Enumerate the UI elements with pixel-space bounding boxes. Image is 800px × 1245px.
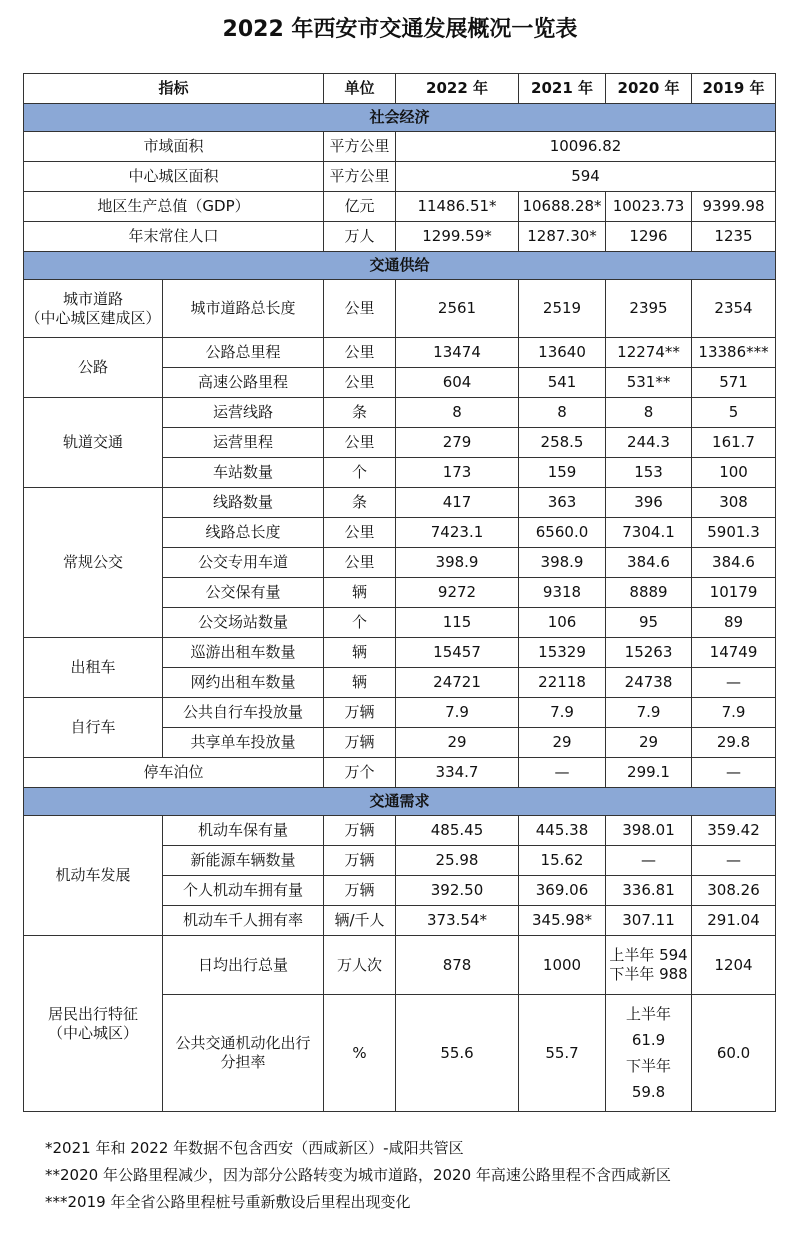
cell-line: 上半年 [626, 1005, 672, 1023]
table-row [24, 698, 776, 728]
row-unit: 万人次 [324, 936, 396, 995]
page-title: 2022 年西安市交通发展概况一览表 [222, 17, 578, 42]
table-row [24, 338, 776, 368]
cell-2021: 6560.0 [519, 518, 606, 548]
row-label: 机动车千人拥有率 [163, 906, 324, 936]
cell-2021: 7.9 [519, 698, 606, 728]
row-unit: 个 [324, 608, 396, 638]
cell-2022: 11486.51* [396, 192, 519, 222]
cell-2020: 7.9 [606, 698, 692, 728]
cell-2022: 398.9 [396, 548, 519, 578]
row-label: 网约出租车数量 [163, 668, 324, 698]
table-row [24, 816, 776, 846]
cell-2021: 9318 [519, 578, 606, 608]
cell-2019: — [692, 668, 776, 698]
row-value: 10096.82 [396, 132, 776, 162]
row-label: 停车泊位 [24, 758, 324, 788]
table-row [24, 638, 776, 668]
footnote: *2021 年和 2022 年数据不包含西安（西咸新区）-咸阳共管区 [45, 1139, 464, 1157]
table-row [24, 488, 776, 518]
cell-2020: 8 [606, 398, 692, 428]
row-unit: 辆 [324, 638, 396, 668]
footnote: **2020 年公路里程减少，因为部分公路转变为城市道路，2020 年高速公路里程不含西咸新区 [45, 1166, 671, 1184]
cell-2021: 369.06 [519, 876, 606, 906]
group-label-line: 城市道路 [62, 289, 123, 308]
cell-2020: 384.6 [606, 548, 692, 578]
cell-2022: 24721 [396, 668, 519, 698]
cell-2020: 244.3 [606, 428, 692, 458]
cell-2019: 9399.98 [692, 192, 776, 222]
row-unit: 万辆 [324, 698, 396, 728]
group-bike: 自行车 [24, 698, 163, 758]
cell-2020: 396 [606, 488, 692, 518]
cell-2021: 15.62 [519, 846, 606, 876]
cell-line: 59.8 [631, 1083, 666, 1101]
cell-line: 上半年 594 [609, 946, 688, 964]
row-label: 地区生产总值（GDP） [24, 192, 324, 222]
cell-2019: — [692, 846, 776, 876]
cell-2022: 7.9 [396, 698, 519, 728]
cell-2019: 29.8 [692, 728, 776, 758]
cell-2021: 10688.28* [519, 192, 606, 222]
cell-2021: 55.7 [519, 995, 606, 1112]
row-unit: 辆 [324, 668, 396, 698]
row-label: 个人机动车拥有量 [163, 876, 324, 906]
cell-2019: 359.42 [692, 816, 776, 846]
row-label: 线路总长度 [163, 518, 324, 548]
cell-2022: 1299.59* [396, 222, 519, 252]
row-label: 中心城区面积 [24, 162, 324, 192]
row-label: 公交专用车道 [163, 548, 324, 578]
section-row [24, 788, 776, 816]
cell-2022: 15457 [396, 638, 519, 668]
row-label: 巡游出租车数量 [163, 638, 324, 668]
section-row [24, 104, 776, 132]
cell-2019: 571 [692, 368, 776, 398]
row-unit: 条 [324, 488, 396, 518]
row-label: 公交场站数量 [163, 608, 324, 638]
cell-2022: 9272 [396, 578, 519, 608]
header-2021: 2021 年 [519, 74, 606, 104]
label-line: 分担率 [220, 1053, 266, 1071]
cell-line: 下半年 [626, 1057, 672, 1075]
cell-2020: 29 [606, 728, 692, 758]
group-label-line: （中心城区） [47, 1023, 138, 1042]
group-rail: 轨道交通 [24, 398, 163, 488]
cell-2020: 24738 [606, 668, 692, 698]
row-label: 公共自行车投放量 [163, 698, 324, 728]
cell-2021: 29 [519, 728, 606, 758]
cell-2021: 445.38 [519, 816, 606, 846]
cell-2019: 1204 [692, 936, 776, 995]
cell-2021: 22118 [519, 668, 606, 698]
cell-2019: — [692, 758, 776, 788]
section-supply: 交通供给 [24, 252, 776, 280]
cell-2022: 55.6 [396, 995, 519, 1112]
cell-2019: 2354 [692, 280, 776, 338]
table-row [24, 936, 776, 995]
row-label: 机动车保有量 [163, 816, 324, 846]
cell-2020 [606, 936, 692, 995]
cell-2020: 95 [606, 608, 692, 638]
cell-2021: 2519 [519, 280, 606, 338]
cell-2019: 100 [692, 458, 776, 488]
cell-2020: 10023.73 [606, 192, 692, 222]
row-unit: 条 [324, 398, 396, 428]
footnotes [45, 1135, 671, 1216]
cell-2020: 1296 [606, 222, 692, 252]
row-unit: 平方公里 [324, 162, 396, 192]
section-row [24, 252, 776, 280]
header-2019: 2019 年 [692, 74, 776, 104]
cell-2020: 153 [606, 458, 692, 488]
row-label: 线路数量 [163, 488, 324, 518]
group-urban-road [24, 280, 163, 338]
row-unit: 万辆 [324, 846, 396, 876]
cell-2022: 417 [396, 488, 519, 518]
cell-2020: 12274** [606, 338, 692, 368]
row-unit: 万人 [324, 222, 396, 252]
overview-table [23, 73, 776, 1112]
cell-2022: 392.50 [396, 876, 519, 906]
row-unit: 个 [324, 458, 396, 488]
cell-2019: 291.04 [692, 906, 776, 936]
cell-2022: 2561 [396, 280, 519, 338]
cell-2019: 1235 [692, 222, 776, 252]
cell-line: 下半年 988 [609, 965, 688, 983]
cell-2022: 878 [396, 936, 519, 995]
row-unit: 万个 [324, 758, 396, 788]
table-row [24, 132, 776, 162]
table-row [24, 192, 776, 222]
cell-2021: 15329 [519, 638, 606, 668]
cell-2019: 7.9 [692, 698, 776, 728]
row-unit: 平方公里 [324, 132, 396, 162]
row-unit: 万辆 [324, 876, 396, 906]
cell-2021: 345.98* [519, 906, 606, 936]
cell-2022: 25.98 [396, 846, 519, 876]
cell-2020 [606, 995, 692, 1112]
cell-line: 61.9 [631, 1031, 666, 1049]
row-label [163, 995, 324, 1112]
cell-2022: 29 [396, 728, 519, 758]
cell-2019: 161.7 [692, 428, 776, 458]
cell-2019: 308.26 [692, 876, 776, 906]
cell-2020: 531** [606, 368, 692, 398]
cell-2022: 485.45 [396, 816, 519, 846]
row-label: 城市道路总长度 [163, 280, 324, 338]
cell-2019: 13386*** [692, 338, 776, 368]
row-value: 594 [396, 162, 776, 192]
cell-2019: 384.6 [692, 548, 776, 578]
cell-2020: 299.1 [606, 758, 692, 788]
row-label: 车站数量 [163, 458, 324, 488]
row-label: 公交保有量 [163, 578, 324, 608]
cell-2020: 15263 [606, 638, 692, 668]
cell-2019: 60.0 [692, 995, 776, 1112]
cell-2019: 10179 [692, 578, 776, 608]
cell-2020: 2395 [606, 280, 692, 338]
cell-2020: 398.01 [606, 816, 692, 846]
group-label-line: 居民出行特征 [47, 1004, 138, 1023]
row-unit: 万辆 [324, 728, 396, 758]
cell-2020: 8889 [606, 578, 692, 608]
cell-2021: 8 [519, 398, 606, 428]
cell-2021: 398.9 [519, 548, 606, 578]
group-taxi: 出租车 [24, 638, 163, 698]
cell-2022: 7423.1 [396, 518, 519, 548]
header-2020: 2020 年 [606, 74, 692, 104]
row-unit: 辆/千人 [324, 906, 396, 936]
row-label: 新能源车辆数量 [163, 846, 324, 876]
row-unit: 公里 [324, 548, 396, 578]
row-label: 公路总里程 [163, 338, 324, 368]
table-row [24, 398, 776, 428]
cell-2022: 334.7 [396, 758, 519, 788]
row-unit: 万辆 [324, 816, 396, 846]
row-unit: 辆 [324, 578, 396, 608]
cell-2020: 307.11 [606, 906, 692, 936]
header-2022: 2022 年 [396, 74, 519, 104]
table-row [24, 222, 776, 252]
cell-2022: 604 [396, 368, 519, 398]
cell-2021: 1287.30* [519, 222, 606, 252]
row-unit: % [324, 995, 396, 1112]
row-unit: 公里 [324, 428, 396, 458]
cell-2021: 258.5 [519, 428, 606, 458]
row-unit: 公里 [324, 280, 396, 338]
cell-2019: 308 [692, 488, 776, 518]
section-demand: 交通需求 [24, 788, 776, 816]
header-unit: 单位 [324, 74, 396, 104]
cell-2021: 1000 [519, 936, 606, 995]
section-socioeconomic: 社会经济 [24, 104, 776, 132]
header-indicator: 指标 [24, 74, 324, 104]
cell-2022: 8 [396, 398, 519, 428]
cell-2021: 13640 [519, 338, 606, 368]
row-label: 共享单车投放量 [163, 728, 324, 758]
cell-2020: 336.81 [606, 876, 692, 906]
row-unit: 公里 [324, 368, 396, 398]
cell-2021: — [519, 758, 606, 788]
cell-2022: 173 [396, 458, 519, 488]
cell-2021: 363 [519, 488, 606, 518]
cell-2022: 13474 [396, 338, 519, 368]
table-row [24, 280, 776, 338]
row-label: 年末常住人口 [24, 222, 324, 252]
cell-2022: 279 [396, 428, 519, 458]
cell-2019: 14749 [692, 638, 776, 668]
cell-2020: 7304.1 [606, 518, 692, 548]
group-highway: 公路 [24, 338, 163, 398]
cell-2021: 106 [519, 608, 606, 638]
cell-2021: 541 [519, 368, 606, 398]
cell-2019: 5901.3 [692, 518, 776, 548]
row-label: 市域面积 [24, 132, 324, 162]
cell-2019: 5 [692, 398, 776, 428]
cell-2020: — [606, 846, 692, 876]
table-row [24, 162, 776, 192]
cell-2022: 115 [396, 608, 519, 638]
group-bus: 常规公交 [24, 488, 163, 638]
row-unit: 亿元 [324, 192, 396, 222]
group-label-line: （中心城区建成区） [25, 308, 161, 327]
cell-2022: 373.54* [396, 906, 519, 936]
row-unit: 公里 [324, 338, 396, 368]
header-row [24, 74, 776, 104]
group-motor: 机动车发展 [24, 816, 163, 936]
row-label: 运营里程 [163, 428, 324, 458]
row-label: 运营线路 [163, 398, 324, 428]
table-row [24, 758, 776, 788]
row-unit: 公里 [324, 518, 396, 548]
row-label: 高速公路里程 [163, 368, 324, 398]
footnote: ***2019 年全省公路里程桩号重新敷设后里程出现变化 [45, 1193, 411, 1211]
row-label: 日均出行总量 [163, 936, 324, 995]
label-line: 公共交通机动化出行 [175, 1034, 311, 1052]
cell-2021: 159 [519, 458, 606, 488]
group-travel [24, 936, 163, 1112]
cell-2019: 89 [692, 608, 776, 638]
